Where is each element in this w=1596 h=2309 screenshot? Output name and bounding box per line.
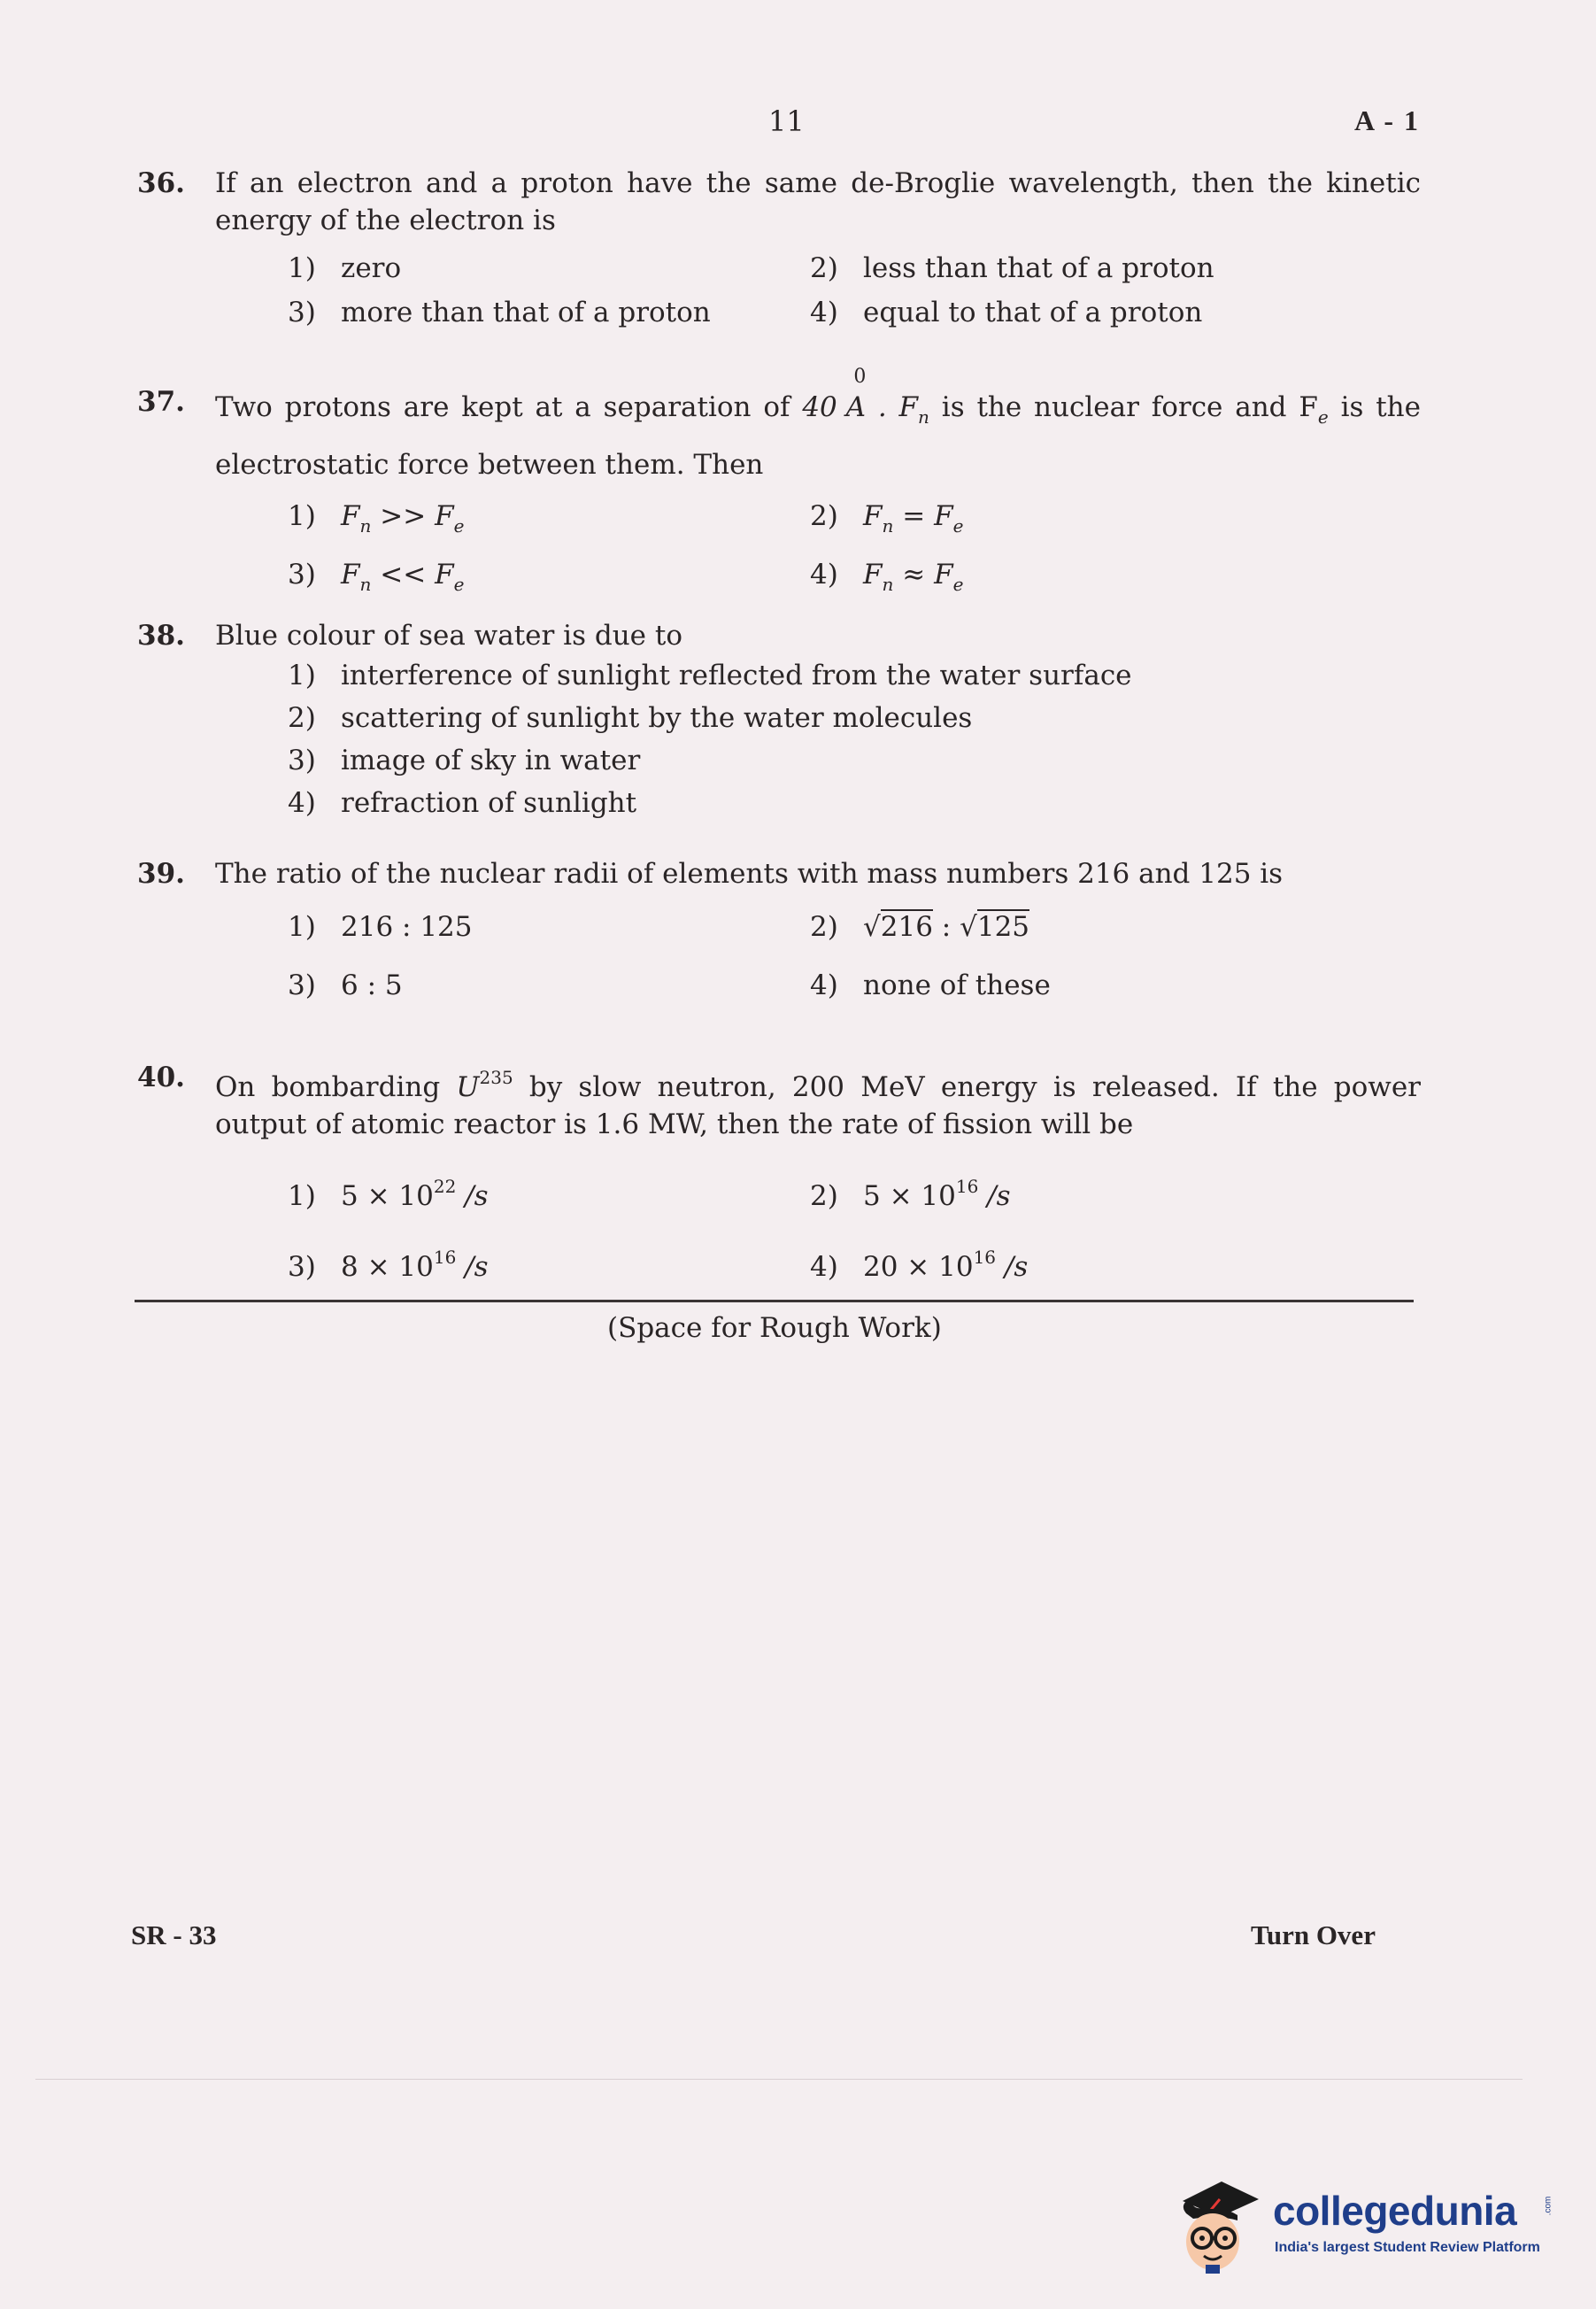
options (288, 654, 1421, 824)
turn-over-label: Turn Over (1251, 1919, 1376, 1950)
question-number: 37. (137, 386, 185, 418)
paper-code: A - 1 (1354, 104, 1420, 136)
question-text: If an electron and a proton have the same de-Broglie wavelength, then the kinetic energy of the electron is (215, 167, 1421, 236)
option-1: 1) interference of sunlight reflected from the water surface (288, 660, 1132, 691)
question-number: 40. (137, 1062, 185, 1093)
option-3: 3) $F_n << F_e$ (288, 559, 465, 595)
question-40 (137, 1059, 1421, 1283)
footer-code: SR - 33 (131, 1919, 217, 1950)
options (288, 498, 1421, 604)
separation-value: 40 A 0 (802, 366, 867, 423)
option-4: 4) refraction of sunlight (288, 787, 637, 819)
question-text: On bombarding $U^{235}$ by slow neutron, 200 MeV energy is released. If the power output of atomic reactor is 1.6 MW, then the rate of fission will be (215, 1067, 1421, 1140)
option-4: 4) equal to that of a proton (810, 297, 1203, 328)
question-number: 38. (137, 620, 185, 652)
option-2: 2) less than that of a proton (810, 252, 1214, 284)
option-3: 3) 6 : 5 (288, 969, 403, 1001)
option-3: 3) image of sky in water (288, 745, 641, 776)
option-2: 2) √216 : √125 (810, 911, 1030, 943)
option-1: 1) $5 \times 10^{22}$ /s (288, 1176, 489, 1212)
mascot-icon (1167, 2169, 1264, 2275)
collegedunia-logo (1167, 2169, 1556, 2275)
question-number: 39. (137, 858, 185, 890)
option-4: 4) none of these (810, 969, 1051, 1001)
option-1: 1) 216 : 125 (288, 911, 473, 943)
question-text: Two protons are kept at a separation of 40 A 0 . $F_n$ is the nuclear force and $F_e$ is the electrostatic force between them. Then (215, 366, 1421, 481)
option-3: 3) more than that of a proton (288, 297, 711, 328)
option-2: 2) $5 \times 10^{16}$ /s (810, 1176, 1011, 1212)
question-text: Blue colour of sea water is due to (215, 620, 682, 652)
option-4: 4) $F_n \approx F_e$ (810, 559, 964, 595)
rough-work-label: (Space for Rough Work) (607, 1312, 942, 1344)
options (288, 1168, 1421, 1283)
option-3: 3) $8 \times 10^{16}$ /s (288, 1247, 489, 1283)
options (288, 250, 1421, 347)
question-37 (137, 366, 1421, 604)
options (288, 908, 1421, 1006)
logo-wordmark: collegedunia (1273, 2188, 1517, 2234)
option-1: 1) $F_n >> F_e$ (288, 500, 465, 537)
question-text: The ratio of the nuclear radii of elements with mass numbers 216 and 125 is (215, 858, 1284, 890)
option-2: 2) scattering of sunlight by the water molecules (288, 702, 973, 734)
question-39 (137, 855, 1421, 1006)
option-1: 1) zero (288, 252, 402, 284)
divider (135, 1300, 1414, 1302)
question-38 (137, 617, 1421, 824)
logo-com: .com (1543, 2196, 1554, 2216)
option-2: 2) $F_n = F_e$ (810, 500, 964, 537)
question-36 (137, 165, 1421, 347)
scan-edge-line (35, 2079, 1523, 2080)
logo-tagline: India's largest Student Review Platform (1275, 2240, 1540, 2255)
question-number: 36. (137, 167, 185, 199)
option-4: 4) $20 \times 10^{16}$ /s (810, 1247, 1029, 1283)
page-number: 11 (768, 104, 805, 138)
